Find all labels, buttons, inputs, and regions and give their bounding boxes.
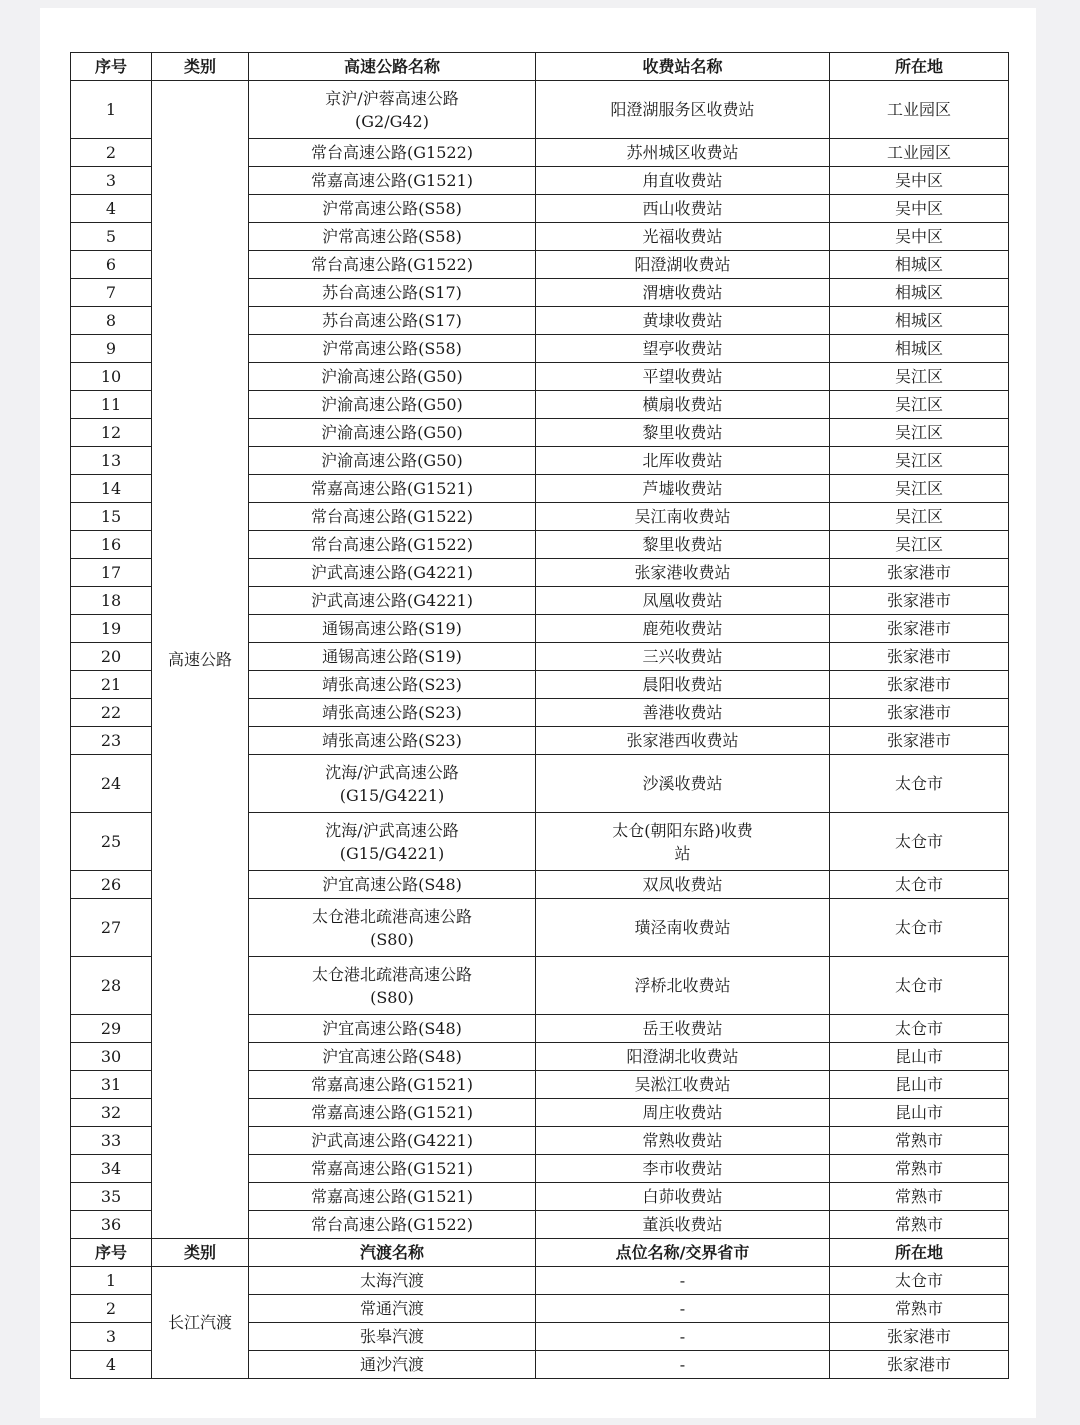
checkpoint-table (70, 52, 1009, 1379)
station-name-cell-line: 三兴收费站 (642, 647, 723, 666)
station-name-cell-line: 甪直收费站 (642, 171, 723, 190)
location-cell: 太仓市 (830, 755, 1009, 813)
road-name-cell-line: 靖张高速公路(S23) (322, 703, 462, 722)
road-name-cell-line: 靖张高速公路(S23) (322, 675, 462, 694)
road-name-cell (249, 1155, 536, 1183)
road-name-cell (249, 755, 536, 813)
row-index-cell: 7 (71, 279, 152, 307)
station-name-cell (536, 643, 830, 671)
road-name-cell-line: 沪渝高速公路(G50) (321, 423, 463, 442)
road-name-cell-line: (G15/G4221) (339, 843, 445, 863)
station-name-cell (536, 1155, 830, 1183)
road-name-cell (249, 1127, 536, 1155)
station-name-cell (536, 139, 830, 167)
station-name-cell-line: 晨阳收费站 (642, 675, 723, 694)
header-cell-index: 序号 (71, 53, 152, 81)
station-name-cell (536, 957, 830, 1015)
station-name-cell-line: 善港收费站 (642, 703, 723, 722)
road-name-cell-line: 沪渝高速公路(G50) (321, 395, 463, 414)
location-cell: 吴江区 (830, 419, 1009, 447)
row-index-cell: 21 (71, 671, 152, 699)
road-name-cell (249, 699, 536, 727)
location-cell: 相城区 (830, 279, 1009, 307)
station-name-cell-line: 吴淞江收费站 (634, 1075, 731, 1094)
table-row (71, 81, 1009, 139)
header-cell-point-name: 点位名称/交界省市 (536, 1239, 830, 1267)
row-index-cell: 27 (71, 899, 152, 957)
road-name-cell-line: 常台高速公路(G1522) (311, 143, 473, 162)
road-name-cell-line: 太仓港北疏港高速公路 (311, 906, 472, 926)
station-name-cell (536, 1183, 830, 1211)
road-name-cell-line: 苏台高速公路(S17) (322, 283, 462, 302)
location-cell: 常熟市 (830, 1183, 1009, 1211)
station-name-cell-line: 岳王收费站 (642, 1019, 723, 1038)
road-name-cell-line: 沪渝高速公路(G50) (321, 367, 463, 386)
station-name-cell-line: 西山收费站 (642, 199, 723, 218)
row-index-cell: 9 (71, 335, 152, 363)
station-name-cell (536, 615, 830, 643)
row-index-cell: 28 (71, 957, 152, 1015)
location-cell: 常熟市 (830, 1211, 1009, 1239)
station-name-cell-line: 光福收费站 (642, 227, 723, 246)
road-name-cell-line: 常台高速公路(G1522) (311, 255, 473, 274)
location-cell: 张家港市 (830, 699, 1009, 727)
location-cell: 张家港市 (830, 615, 1009, 643)
station-name-cell (536, 871, 830, 899)
station-name-cell (536, 251, 830, 279)
station-name-cell-line: 凤凰收费站 (642, 591, 723, 610)
ferry-name-cell: 太海汽渡 (249, 1267, 536, 1295)
row-index-cell: 11 (71, 391, 152, 419)
location-cell: 张家港市 (830, 727, 1009, 755)
header-cell-road-name: 高速公路名称 (249, 53, 536, 81)
station-name-cell-line: 渭塘收费站 (642, 283, 723, 302)
row-index-cell: 16 (71, 531, 152, 559)
station-name-cell (536, 195, 830, 223)
header-cell-category: 类别 (152, 1239, 249, 1267)
station-name-cell-line: 站 (674, 843, 691, 863)
row-index-cell: 22 (71, 699, 152, 727)
road-name-cell-line: 沪渝高速公路(G50) (321, 451, 463, 470)
row-index-cell: 14 (71, 475, 152, 503)
road-name-cell-line: 沪常高速公路(S58) (322, 339, 462, 358)
station-name-cell (536, 447, 830, 475)
row-index-cell: 2 (71, 139, 152, 167)
row-index-cell: 33 (71, 1127, 152, 1155)
road-name-cell-line: 沪宜高速公路(S48) (322, 1019, 462, 1038)
row-index-cell: 31 (71, 1071, 152, 1099)
station-name-cell (536, 503, 830, 531)
location-cell: 太仓市 (830, 899, 1009, 957)
station-name-cell (536, 1015, 830, 1043)
station-name-cell-line: 张家港西收费站 (626, 731, 739, 750)
location-cell: 相城区 (830, 335, 1009, 363)
location-cell: 昆山市 (830, 1043, 1009, 1071)
location-cell: 张家港市 (830, 559, 1009, 587)
row-index-cell: 18 (71, 587, 152, 615)
highway-header-row (71, 53, 1009, 81)
row-index-cell: 4 (71, 195, 152, 223)
location-cell: 太仓市 (830, 1015, 1009, 1043)
station-name-cell-line: 吴江南收费站 (634, 507, 731, 526)
row-index-cell: 10 (71, 363, 152, 391)
road-name-cell-line: 苏台高速公路(S17) (322, 311, 462, 330)
row-index-cell: 35 (71, 1183, 152, 1211)
road-name-cell-line: 常嘉高速公路(G1521) (311, 1159, 473, 1178)
station-name-cell-line: 璜泾南收费站 (634, 918, 731, 937)
station-name-cell-line: 太仓(朝阳东路)收费 (612, 820, 753, 840)
row-index-cell: 32 (71, 1099, 152, 1127)
header-cell-location: 所在地 (830, 53, 1009, 81)
location-cell: 吴江区 (830, 391, 1009, 419)
header-cell-ferry-name: 汽渡名称 (249, 1239, 536, 1267)
row-index-cell: 17 (71, 559, 152, 587)
station-name-cell-line: 张家港收费站 (634, 563, 731, 582)
row-index-cell: 12 (71, 419, 152, 447)
ferry-name-cell: 张皋汽渡 (249, 1323, 536, 1351)
station-name-cell-line: 阳澄湖北收费站 (626, 1047, 739, 1066)
road-name-cell (249, 643, 536, 671)
station-name-cell-line: 望亭收费站 (642, 339, 723, 358)
road-name-cell-line: 常台高速公路(G1522) (311, 535, 473, 554)
location-cell: 常熟市 (830, 1295, 1009, 1323)
location-cell: 昆山市 (830, 1071, 1009, 1099)
location-cell: 太仓市 (830, 957, 1009, 1015)
road-name-cell-line: 沪常高速公路(S58) (322, 199, 462, 218)
ferry-table-body (71, 1239, 1009, 1379)
road-name-cell-line: 沪武高速公路(G4221) (311, 1131, 473, 1150)
road-name-cell (249, 363, 536, 391)
station-name-cell (536, 81, 830, 139)
road-name-cell (249, 223, 536, 251)
station-name-cell (536, 363, 830, 391)
location-cell: 吴江区 (830, 531, 1009, 559)
road-name-cell-line: (G2/G42) (355, 111, 429, 131)
location-cell: 吴中区 (830, 167, 1009, 195)
station-name-cell-line: 横扇收费站 (642, 395, 723, 414)
station-name-cell (536, 587, 830, 615)
location-cell: 张家港市 (830, 671, 1009, 699)
row-index-cell: 20 (71, 643, 152, 671)
header-cell-location: 所在地 (830, 1239, 1009, 1267)
location-cell: 张家港市 (830, 1323, 1009, 1351)
road-name-cell-line: 通锡高速公路(S19) (322, 619, 462, 638)
road-name-cell (249, 1043, 536, 1071)
location-cell: 工业园区 (830, 81, 1009, 139)
table-row (71, 1267, 1009, 1295)
station-name-cell (536, 1127, 830, 1155)
station-name-cell (536, 1099, 830, 1127)
road-name-cell-line: 沈海/沪武高速公路 (325, 820, 459, 840)
station-name-cell-line: 沙溪收费站 (642, 774, 723, 793)
road-name-cell-line: 京沪/沪蓉高速公路 (325, 88, 459, 108)
station-name-cell-line: 黎里收费站 (642, 535, 723, 554)
road-name-cell (249, 871, 536, 899)
row-index-cell: 29 (71, 1015, 152, 1043)
row-index-cell: 34 (71, 1155, 152, 1183)
row-index-cell: 23 (71, 727, 152, 755)
station-name-cell-line: 周庄收费站 (642, 1103, 723, 1122)
row-index-cell: 24 (71, 755, 152, 813)
category-cell: 长江汽渡 (152, 1267, 249, 1379)
ferry-header-row (71, 1239, 1009, 1267)
road-name-cell (249, 1211, 536, 1239)
row-index-cell: 26 (71, 871, 152, 899)
location-cell: 张家港市 (830, 1351, 1009, 1379)
location-cell: 昆山市 (830, 1099, 1009, 1127)
location-cell: 吴中区 (830, 195, 1009, 223)
road-name-cell (249, 587, 536, 615)
station-name-cell-line: 白茆收费站 (642, 1187, 723, 1206)
road-name-cell (249, 419, 536, 447)
road-name-cell (249, 1183, 536, 1211)
ferry-name-cell: 通沙汽渡 (249, 1351, 536, 1379)
station-name-cell (536, 475, 830, 503)
row-index-cell: 4 (71, 1351, 152, 1379)
road-name-cell (249, 899, 536, 957)
road-name-cell (249, 1071, 536, 1099)
location-cell: 常熟市 (830, 1127, 1009, 1155)
station-name-cell (536, 307, 830, 335)
location-cell: 吴江区 (830, 475, 1009, 503)
station-name-cell-line: 鹿苑收费站 (642, 619, 723, 638)
station-name-cell-line: 阳澄湖服务区收费站 (610, 100, 755, 119)
header-cell-index: 序号 (71, 1239, 152, 1267)
location-cell: 太仓市 (830, 1267, 1009, 1295)
road-name-cell-line: 常台高速公路(G1522) (311, 507, 473, 526)
road-name-cell (249, 139, 536, 167)
row-index-cell: 5 (71, 223, 152, 251)
location-cell: 吴江区 (830, 363, 1009, 391)
location-cell: 工业园区 (830, 139, 1009, 167)
location-cell: 吴江区 (830, 447, 1009, 475)
category-cell: 高速公路 (152, 81, 249, 1239)
row-index-cell: 13 (71, 447, 152, 475)
station-name-cell (536, 813, 830, 871)
row-index-cell: 6 (71, 251, 152, 279)
row-index-cell: 3 (71, 167, 152, 195)
point-name-cell: - (536, 1351, 830, 1379)
road-name-cell-line: 沪宜高速公路(S48) (322, 875, 462, 894)
road-name-cell (249, 531, 536, 559)
location-cell: 相城区 (830, 307, 1009, 335)
station-name-cell (536, 699, 830, 727)
station-name-cell (536, 727, 830, 755)
road-name-cell (249, 391, 536, 419)
row-index-cell: 2 (71, 1295, 152, 1323)
highway-table-body (71, 53, 1009, 1239)
row-index-cell: 1 (71, 81, 152, 139)
road-name-cell (249, 81, 536, 139)
road-name-cell (249, 559, 536, 587)
location-cell: 吴江区 (830, 503, 1009, 531)
location-cell: 太仓市 (830, 871, 1009, 899)
station-name-cell-line: 苏州城区收费站 (626, 143, 739, 162)
station-name-cell (536, 223, 830, 251)
row-index-cell: 15 (71, 503, 152, 531)
road-name-cell (249, 1015, 536, 1043)
road-name-cell-line: 沈海/沪武高速公路 (325, 762, 459, 782)
road-name-cell (249, 167, 536, 195)
station-name-cell-line: 黄埭收费站 (642, 311, 723, 330)
point-name-cell: - (536, 1323, 830, 1351)
station-name-cell (536, 559, 830, 587)
road-name-cell-line: 太仓港北疏港高速公路 (311, 964, 472, 984)
row-index-cell: 1 (71, 1267, 152, 1295)
road-name-cell (249, 727, 536, 755)
station-name-cell-line: 浮桥北收费站 (634, 976, 731, 995)
road-name-cell-line: 沪常高速公路(S58) (322, 227, 462, 246)
row-index-cell: 25 (71, 813, 152, 871)
road-name-cell (249, 335, 536, 363)
road-name-cell (249, 475, 536, 503)
road-name-cell (249, 671, 536, 699)
road-name-cell (249, 957, 536, 1015)
road-name-cell-line: 常台高速公路(G1522) (311, 1215, 473, 1234)
station-name-cell (536, 279, 830, 307)
station-name-cell-line: 双凤收费站 (642, 875, 723, 894)
road-name-cell-line: (S80) (370, 929, 414, 949)
location-cell: 张家港市 (830, 587, 1009, 615)
road-name-cell (249, 251, 536, 279)
station-name-cell-line: 常熟收费站 (642, 1131, 723, 1150)
road-name-cell (249, 1099, 536, 1127)
station-name-cell (536, 391, 830, 419)
point-name-cell: - (536, 1295, 830, 1323)
road-name-cell (249, 195, 536, 223)
road-name-cell-line: 通锡高速公路(S19) (322, 647, 462, 666)
road-name-cell-line: 沪宜高速公路(S48) (322, 1047, 462, 1066)
road-name-cell-line: (S80) (370, 987, 414, 1007)
row-index-cell: 8 (71, 307, 152, 335)
road-name-cell-line: 常嘉高速公路(G1521) (311, 479, 473, 498)
road-name-cell-line: 沪武高速公路(G4221) (311, 563, 473, 582)
road-name-cell (249, 447, 536, 475)
road-name-cell (249, 503, 536, 531)
location-cell: 太仓市 (830, 813, 1009, 871)
road-name-cell-line: 沪武高速公路(G4221) (311, 591, 473, 610)
row-index-cell: 19 (71, 615, 152, 643)
station-name-cell-line: 平望收费站 (642, 367, 723, 386)
road-name-cell (249, 279, 536, 307)
station-name-cell-line: 黎里收费站 (642, 423, 723, 442)
road-name-cell-line: 常嘉高速公路(G1521) (311, 1075, 473, 1094)
row-index-cell: 30 (71, 1043, 152, 1071)
road-name-cell (249, 813, 536, 871)
station-name-cell (536, 755, 830, 813)
header-cell-category: 类别 (152, 53, 249, 81)
station-name-cell (536, 531, 830, 559)
road-name-cell-line: 常嘉高速公路(G1521) (311, 1103, 473, 1122)
station-name-cell (536, 419, 830, 447)
location-cell: 常熟市 (830, 1155, 1009, 1183)
road-name-cell (249, 307, 536, 335)
station-name-cell-line: 北厍收费站 (642, 451, 723, 470)
row-index-cell: 3 (71, 1323, 152, 1351)
station-name-cell (536, 335, 830, 363)
station-name-cell-line: 董浜收费站 (642, 1215, 723, 1234)
station-name-cell (536, 1043, 830, 1071)
location-cell: 吴中区 (830, 223, 1009, 251)
station-name-cell (536, 899, 830, 957)
road-name-cell-line: (G15/G4221) (339, 785, 445, 805)
station-name-cell-line: 李市收费站 (642, 1159, 723, 1178)
station-name-cell-line: 芦墟收费站 (642, 479, 723, 498)
road-name-cell-line: 靖张高速公路(S23) (322, 731, 462, 750)
header-cell-station-name: 收费站名称 (536, 53, 830, 81)
road-name-cell (249, 615, 536, 643)
location-cell: 相城区 (830, 251, 1009, 279)
location-cell: 张家港市 (830, 643, 1009, 671)
station-name-cell (536, 1211, 830, 1239)
ferry-name-cell: 常通汽渡 (249, 1295, 536, 1323)
point-name-cell: - (536, 1267, 830, 1295)
road-name-cell-line: 常嘉高速公路(G1521) (311, 171, 473, 190)
row-index-cell: 36 (71, 1211, 152, 1239)
station-name-cell (536, 1071, 830, 1099)
station-name-cell-line: 阳澄湖收费站 (634, 255, 731, 274)
station-name-cell (536, 167, 830, 195)
road-name-cell-line: 常嘉高速公路(G1521) (311, 1187, 473, 1206)
station-name-cell (536, 671, 830, 699)
